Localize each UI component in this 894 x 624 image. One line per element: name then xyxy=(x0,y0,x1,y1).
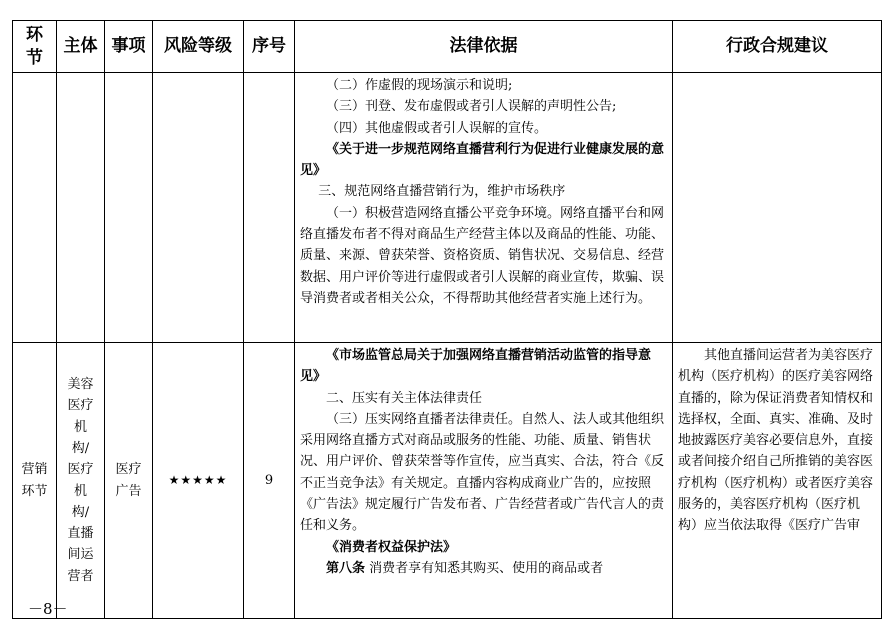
legal-basis-cell xyxy=(295,343,673,619)
stage-cell xyxy=(13,73,57,343)
header-legal-basis: 法律依据 xyxy=(295,21,673,73)
advice-text: 其他直播间运营者为美容医疗机构（医疗机构）的医疗美容网络直播的，除为保证消费者知情权和选择权，全面、真实、准确、及时地披露医疗美容必要信息外，直接或者间接介绍自己所推销的美容医疗机构（医疗机构）或者医疗美容服务的，美容医疗机构（医疗机构）应当依法取得《医疗广告审 xyxy=(678,348,874,534)
risk-cell xyxy=(153,73,244,343)
subject-cell: 美容医疗机构/医疗机构/直播间运营者 xyxy=(57,343,105,619)
law-title: 《市场监管总局关于加强网络直播营销活动监管的指导意见》 xyxy=(300,348,652,385)
article-label: 第八条 xyxy=(326,560,366,576)
law-paragraph: （二）作虚假的现场演示和说明; xyxy=(326,78,513,93)
page-number: －8－ xyxy=(28,600,68,618)
regulation-table xyxy=(12,20,882,619)
advice-cell xyxy=(673,73,882,343)
risk-stars: ★★★★★ xyxy=(153,343,244,619)
number-cell: 9 xyxy=(244,343,295,619)
header-compliance-advice: 行政合规建议 xyxy=(673,21,882,73)
law-article xyxy=(300,558,668,579)
table-row xyxy=(13,343,882,619)
law-paragraph: 二、压实有关主体法律责任 xyxy=(326,390,483,406)
law-paragraph: （四）其他虚假或者引人误解的宣传。 xyxy=(326,120,548,136)
number-cell xyxy=(244,73,295,343)
header-matter: 事项 xyxy=(105,21,153,73)
law-paragraph: 三、规范网络直播营销行为，维护市场秩序 xyxy=(318,184,566,200)
header-stage: 环节 xyxy=(13,21,57,73)
header-row xyxy=(13,21,882,73)
law-paragraph: （一）积极营造网络直播公平竞争环境。网络直播平台和网络直播发布者不得对商品生产经营主体以及商品的性能、功能、质量、来源、曾获荣誉、资格资质、销售状况、交易信息、经营数据、用户评价等进行虚假或者引人误解的商业宣传，欺骗、误导消费者或者相关公众，不得帮助其他经营者实施上述行为。 xyxy=(300,205,665,306)
header-risk-level: 风险等级 xyxy=(153,21,244,73)
subject-cell xyxy=(57,73,105,343)
matter-cell xyxy=(105,73,153,343)
law-title: 《关于进一步规范网络直播营利行为促进行业健康发展的意见》 xyxy=(300,141,665,179)
law-paragraph: （三）刊登、发布虚假或者引人误解的声明性公告; xyxy=(326,99,617,115)
law-paragraph: （三）压实网络直播者法律责任。自然人、法人或其他组织采用网络直播方式对商品或服务的性能、功能、质量、销售状况、用户评价、曾获荣誉等作宣传，应当真实、合法，符合《反不正当竞争法》有关规定。直播内容构成商业广告的，应按照《广告法》规定履行广告发布者、广告经营者或广告代言人的责任和义务。 xyxy=(300,411,665,534)
law-title: 《消费者权益保护法》 xyxy=(326,539,457,555)
header-subject: 主体 xyxy=(57,21,105,73)
advice-cell xyxy=(673,343,882,619)
table-row xyxy=(13,73,882,343)
matter-cell: 医疗广告 xyxy=(105,343,153,619)
stage-cell: 营销环节 xyxy=(13,343,57,619)
legal-basis-cell xyxy=(295,73,673,343)
header-number: 序号 xyxy=(244,21,295,73)
article-text: 消费者享有知悉其购买、使用的商品或者 xyxy=(369,560,604,576)
